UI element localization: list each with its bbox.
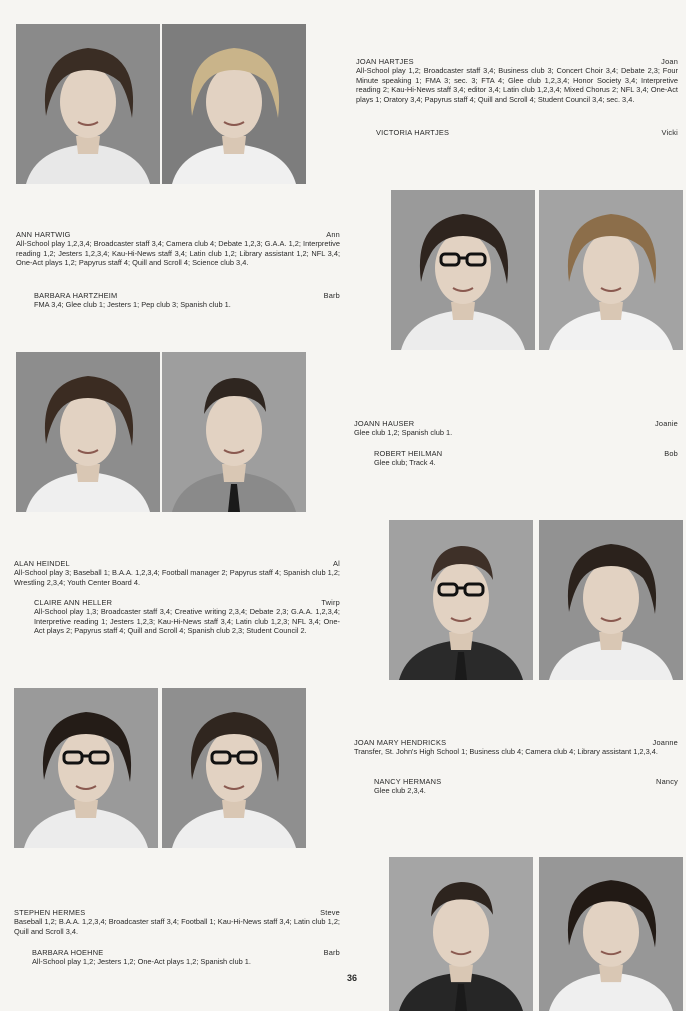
portrait-photo xyxy=(162,352,306,512)
student-entry xyxy=(34,291,340,310)
student-activities: Baseball 1,2; B.A.A. 1,2,3,4; Broadcaster staff 3,4; Football 1; Kau-Hi-News staff 3,4; Latin club 1,2; Quill and Scroll 3,4. xyxy=(14,917,340,936)
portrait-photo xyxy=(16,352,160,512)
student-nickname: Bob xyxy=(664,449,678,458)
student-activities: All-School play 1,2,3,4; Broadcaster staff 3,4; Camera club 4; Debate 1,2,3; G.A.A. 1,2; Interpretive reading 1,2; Jesters 1,2,3,4; Kau-Hi-News staff 3,4; Latin club 1,2; Library assistant 1,2; NFL 3,4; One-Act plays 1,2; Papyrus staff 4; Quill and Scroll 4; Science club 3,4. xyxy=(16,239,340,268)
student-nickname: Joan xyxy=(661,57,678,66)
portrait-photo xyxy=(14,688,158,848)
student-nickname: Joanne xyxy=(652,738,678,747)
student-name: CLAIRE ANN HELLER xyxy=(34,598,113,607)
student-entry xyxy=(354,738,678,757)
student-activities: Glee club; Track 4. xyxy=(374,458,436,468)
student-name: NANCY HERMANS xyxy=(374,777,442,786)
student-entry xyxy=(32,948,340,967)
student-name: VICTORIA HARTJES xyxy=(376,128,450,137)
student-activities: All-School play 1,2; Jesters 1,2; One-Act plays 1,2; Spanish club 1. xyxy=(32,957,251,967)
student-name: ANN HARTWIG xyxy=(16,230,71,239)
portrait-photo xyxy=(539,520,683,680)
student-entry xyxy=(14,559,340,587)
student-name: JOANN HAUSER xyxy=(354,419,415,428)
student-nickname: Joanie xyxy=(655,419,678,428)
student-name: ROBERT HEILMAN xyxy=(374,449,443,458)
page-number: 36 xyxy=(347,973,358,983)
student-entry xyxy=(354,419,678,438)
student-nickname: Steve xyxy=(320,908,340,917)
student-entry xyxy=(374,449,678,468)
student-nickname: Twirp xyxy=(321,598,340,607)
student-name: JOAN HARTJES xyxy=(356,57,414,66)
student-name: BARBARA HARTZHEIM xyxy=(34,291,118,300)
student-entry xyxy=(356,57,678,104)
student-nickname: Barb xyxy=(323,291,340,300)
student-name: JOAN MARY HENDRICKS xyxy=(354,738,447,747)
portrait-photo xyxy=(389,857,533,1011)
student-nickname: Nancy xyxy=(656,777,678,786)
student-name: STEPHEN HERMES xyxy=(14,908,86,917)
portrait-photo xyxy=(389,520,533,680)
student-name: ALAN HEINDEL xyxy=(14,559,70,568)
portrait-photo xyxy=(391,190,535,350)
portrait-photo xyxy=(162,24,306,184)
student-activities: FMA 3,4; Glee club 1; Jesters 1; Pep club 3; Spanish club 1. xyxy=(34,300,231,310)
student-entry xyxy=(376,128,678,137)
student-name: BARBARA HOEHNE xyxy=(32,948,104,957)
student-activities: Glee club 1,2; Spanish club 1. xyxy=(354,428,453,438)
student-nickname: Barb xyxy=(323,948,340,957)
student-entry xyxy=(34,598,340,636)
portrait-photo xyxy=(162,688,306,848)
student-entry xyxy=(374,777,678,796)
student-nickname: Al xyxy=(333,559,340,568)
student-nickname: Vicki xyxy=(661,128,678,137)
student-activities: All-School play 1,3; Broadcaster staff 3,4; Creative writing 2,3,4; Debate 2,3; G.A.A. 1,2,3,4; Interpretive reading 1; Jesters 1,2,3; Kau-Hi-News staff 3,4; Latin club 1,2,3; NFL 3,4; One-Act plays 2; Papyrus staff 4; Quill and Scroll 4; Spanish club 2,3; Student Council 2. xyxy=(34,607,340,636)
student-activities: All-School play 1,2; Broadcaster staff 3,4; Business club 3; Concert Choir 3,4; Debate 2,3; Four Minute speaking 1; FMA 3; sec. 3; FTA 4; Glee club 1,2,3,4; Honor Society 3,4; Interpretive reading 2; Kau-Hi-News staff 3,4; editor 3,4; Latin club 1,2,3,4; Mixed Chorus 2; NFL 3,4; One-Act plays 1; Oratory 3,4; Papyrus staff 4; Quill and Scroll 4; Student Council 3,4; sec. 3,4. xyxy=(356,66,678,104)
student-activities: All-School play 3; Baseball 1; B.A.A. 1,2,3,4; Football manager 2; Papyrus staff 4; Spanish club 1,2; Wrestling 2,3,4; Youth Center Board 4. xyxy=(14,568,340,587)
portrait-photo xyxy=(539,190,683,350)
student-activities: Glee club 2,3,4. xyxy=(374,786,426,796)
portrait-photo xyxy=(16,24,160,184)
portrait-photo xyxy=(539,857,683,1011)
student-entry xyxy=(14,908,340,936)
student-activities: Transfer, St. John's High School 1; Business club 4; Camera club 4; Library assistant 1,2,3,4. xyxy=(354,747,658,757)
student-nickname: Ann xyxy=(326,230,340,239)
student-entry xyxy=(16,230,340,268)
